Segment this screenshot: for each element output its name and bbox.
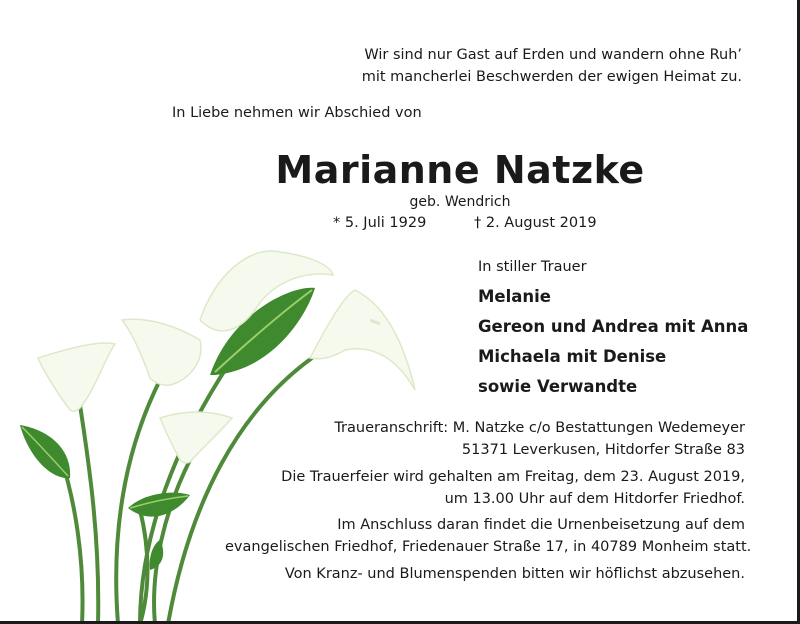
poem: [322, 44, 742, 88]
mourning-label: In stiller Trauer: [478, 259, 587, 275]
deceased-name: [0, 148, 800, 192]
mourner: Gereon und Andrea mit Anna: [478, 317, 749, 336]
flower-stems: [60, 358, 312, 624]
calla-flower: [160, 412, 232, 463]
flowers-note-text: Von Kranz- und Blumenspenden bitten wir höflichst abzusehen.: [284, 566, 745, 582]
calla-lilies-illustration: [0, 240, 440, 624]
born-name: geb. Wendrich: [409, 194, 511, 210]
calla-flower: [38, 343, 115, 411]
burial-line: evangelischen Friedhof, Friedenauer Straße 17, in 40789 Monheim statt.: [225, 539, 752, 555]
death-date: † 2. August 2019: [474, 215, 597, 231]
mourner: sowie Verwandte: [478, 377, 638, 396]
ceremony-line: um 13.00 Uhr auf dem Hitdorfer Friedhof.: [444, 491, 745, 507]
poem-line: Wir sind nur Gast auf Erden und wandern ohne Ruh’: [364, 47, 742, 63]
birth-date: * 5. Juli 1929: [333, 215, 427, 231]
address-line: 51371 Leverkusen, Hitdorfer Straße 83: [461, 442, 745, 458]
mourner: Michaela mit Denise: [478, 347, 667, 366]
calla-flower: [122, 319, 201, 385]
ceremony-line: Die Trauerfeier wird gehalten am Freitag, dem 23. August 2019,: [281, 469, 745, 485]
calla-flower: [310, 290, 415, 390]
intro-text: In Liebe nehmen wir Abschied von: [172, 105, 422, 121]
burial-line: Im Anschluss daran findet die Urnenbeisetzung auf dem: [337, 517, 745, 533]
address-line: Traueranschrift: M. Natzke c/o Bestattungen Wedemeyer: [334, 420, 745, 436]
leaf: [150, 540, 164, 570]
deceased-name-text: Marianne Natzke: [275, 148, 645, 192]
poem-line: mit mancherlei Beschwerden der ewigen Heimat zu.: [361, 69, 742, 85]
mourner: Melanie: [478, 287, 551, 306]
